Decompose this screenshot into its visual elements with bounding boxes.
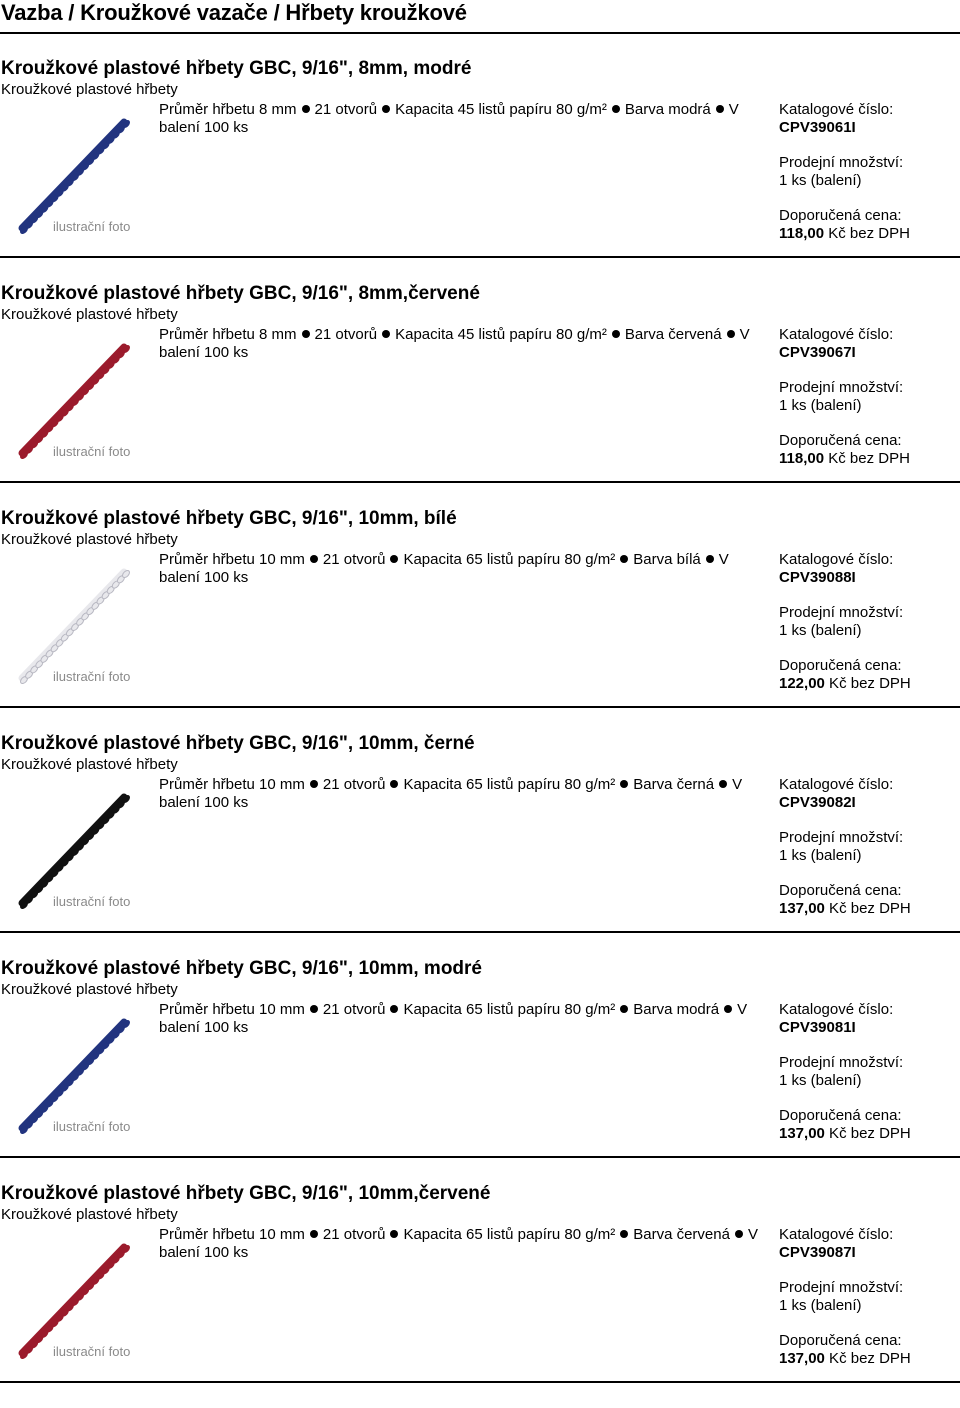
illustration-photo-label: ilustrační foto <box>53 444 131 459</box>
spec-item: Kapacita 65 listů papíru 80 g/m² <box>403 1001 616 1018</box>
price-label: Doporučená cena: <box>779 1107 902 1124</box>
bullet-icon <box>727 330 735 338</box>
product-divider <box>0 706 960 708</box>
product-info <box>779 326 910 468</box>
binding-comb-image[interactable] <box>10 1229 150 1359</box>
spec-item: Průměr hřbetu 8 mm <box>159 101 297 118</box>
quantity-label: Prodejní množství: <box>779 154 904 171</box>
product-item <box>0 508 960 733</box>
quantity-value: 1 ks (balení) <box>779 172 862 189</box>
product-specs <box>159 1226 769 1262</box>
bullet-icon <box>382 105 390 113</box>
spec-item: Průměr hřbetu 10 mm <box>159 776 305 793</box>
binding-comb-image[interactable] <box>10 554 150 684</box>
spec-item: Barva modrá <box>633 1001 720 1018</box>
bullet-icon <box>612 105 620 113</box>
catalog-number-value: CPV39082I <box>779 794 856 811</box>
bullet-icon <box>382 330 390 338</box>
catalog-number-label: Katalogové číslo: <box>779 1226 894 1243</box>
spec-item: 21 otvorů <box>322 1226 386 1243</box>
spec-item: Barva bílá <box>633 551 701 568</box>
bullet-icon <box>390 555 398 563</box>
bullet-icon <box>620 780 628 788</box>
catalog-number-label: Katalogové číslo: <box>779 101 894 118</box>
binding-comb-image[interactable] <box>10 779 150 909</box>
product-info <box>779 551 911 693</box>
price-suffix: Kč bez DPH <box>824 1350 911 1367</box>
spec-item: V balení 100 ks <box>159 776 743 811</box>
illustration-photo-label: ilustrační foto <box>53 1344 131 1359</box>
spec-item: Kapacita 65 listů papíru 80 g/m² <box>403 551 616 568</box>
spec-item: V balení 100 ks <box>159 1226 758 1261</box>
bullet-icon <box>724 1005 732 1013</box>
catalog-number-value: CPV39081I <box>779 1019 856 1036</box>
product-category[interactable]: Kroužkové plastové hřbety <box>1 981 178 998</box>
spec-item: V balení 100 ks <box>159 326 750 361</box>
spec-item: Barva černá <box>633 776 715 793</box>
spec-item: Průměr hřbetu 8 mm <box>159 326 297 343</box>
price-label: Doporučená cena: <box>779 657 902 674</box>
illustration-photo-label: ilustrační foto <box>53 669 131 684</box>
illustration-photo-label: ilustrační foto <box>53 1119 131 1134</box>
product-category[interactable]: Kroužkové plastové hřbety <box>1 81 178 98</box>
spec-item: Barva červená <box>624 326 722 343</box>
product-name[interactable]: Kroužkové plastové hřbety GBC, 9/16", 8mm, modré <box>1 58 472 79</box>
price-suffix: Kč bez DPH <box>824 900 911 917</box>
binding-comb-image[interactable] <box>10 329 150 459</box>
bullet-icon <box>735 1230 743 1238</box>
spec-item: Kapacita 45 listů papíru 80 g/m² <box>395 326 607 343</box>
bullet-icon <box>706 555 714 563</box>
catalog-number-label: Katalogové číslo: <box>779 776 894 793</box>
price-suffix: Kč bez DPH <box>824 675 911 692</box>
product-info <box>779 776 911 918</box>
bullet-icon <box>302 330 310 338</box>
product-specs <box>159 776 769 812</box>
spec-item: Kapacita 45 listů papíru 80 g/m² <box>395 101 607 118</box>
product-info <box>779 1001 911 1143</box>
catalog-number-label: Katalogové číslo: <box>779 326 894 343</box>
spec-item: 21 otvorů <box>314 326 378 343</box>
price-label: Doporučená cena: <box>779 1332 902 1349</box>
price-amount: 137,00 <box>779 900 825 917</box>
price-amount: 118,00 <box>779 225 825 242</box>
product-category[interactable]: Kroužkové plastové hřbety <box>1 531 178 548</box>
product-specs <box>159 1001 769 1037</box>
price-amount: 137,00 <box>779 1350 825 1367</box>
price-suffix: Kč bez DPH <box>824 225 910 242</box>
quantity-value: 1 ks (balení) <box>779 622 862 639</box>
quantity-value: 1 ks (balení) <box>779 397 862 414</box>
product-item <box>0 58 960 283</box>
binding-comb-image[interactable] <box>10 104 150 234</box>
binding-comb-image[interactable] <box>10 1004 150 1134</box>
spec-item: V balení 100 ks <box>159 1001 748 1036</box>
spec-item: Kapacita 65 listů papíru 80 g/m² <box>403 776 616 793</box>
product-info <box>779 1226 911 1368</box>
catalog-number-value: CPV39061I <box>779 119 856 136</box>
bullet-icon <box>310 555 318 563</box>
catalog-number-label: Katalogové číslo: <box>779 551 894 568</box>
spec-item: Průměr hřbetu 10 mm <box>159 551 305 568</box>
bullet-icon <box>390 780 398 788</box>
product-item <box>0 733 960 958</box>
spec-item: Průměr hřbetu 10 mm <box>159 1226 305 1243</box>
product-divider <box>0 481 960 483</box>
page-title: Vazba / Kroužkové vazače / Hřbety kroužkové <box>1 0 467 25</box>
price-label: Doporučená cena: <box>779 882 902 899</box>
catalog-number-label: Katalogové číslo: <box>779 1001 894 1018</box>
spec-item: Průměr hřbetu 10 mm <box>159 1001 305 1018</box>
product-divider <box>0 256 960 258</box>
bullet-icon <box>620 555 628 563</box>
price-amount: 122,00 <box>779 675 825 692</box>
product-item <box>0 1183 960 1408</box>
spec-item: V balení 100 ks <box>159 551 729 586</box>
bullet-icon <box>390 1230 398 1238</box>
product-item <box>0 283 960 508</box>
catalog-number-value: CPV39087I <box>779 1244 856 1261</box>
quantity-label: Prodejní množství: <box>779 1279 904 1296</box>
product-category[interactable]: Kroužkové plastové hřbety <box>1 756 178 773</box>
spec-item: Barva červená <box>633 1226 730 1243</box>
bullet-icon <box>620 1230 628 1238</box>
spec-item: 21 otvorů <box>322 1001 386 1018</box>
illustration-photo-label: ilustrační foto <box>53 219 131 234</box>
product-divider <box>0 1156 960 1158</box>
quantity-value: 1 ks (balení) <box>779 1072 862 1089</box>
illustration-photo-label: ilustrační foto <box>53 894 131 909</box>
bullet-icon <box>310 1230 318 1238</box>
price-suffix: Kč bez DPH <box>824 450 910 467</box>
product-category[interactable]: Kroužkové plastové hřbety <box>1 1206 178 1223</box>
spec-item: 21 otvorů <box>322 551 386 568</box>
product-name[interactable]: Kroužkové plastové hřbety GBC, 9/16", 10mm, bílé <box>1 508 457 529</box>
product-item <box>0 958 960 1183</box>
product-info <box>779 101 910 243</box>
product-name[interactable]: Kroužkové plastové hřbety GBC, 9/16", 10mm,červené <box>1 1183 491 1204</box>
price-value <box>779 1125 911 1143</box>
quantity-label: Prodejní množství: <box>779 1054 904 1071</box>
price-amount: 118,00 <box>779 450 825 467</box>
spec-item: 21 otvorů <box>322 776 386 793</box>
bullet-icon <box>719 780 727 788</box>
price-value <box>779 1350 911 1368</box>
price-suffix: Kč bez DPH <box>824 1125 911 1142</box>
quantity-value: 1 ks (balení) <box>779 1297 862 1314</box>
product-divider <box>0 1381 960 1383</box>
quantity-value: 1 ks (balení) <box>779 847 862 864</box>
product-divider <box>0 931 960 933</box>
product-category[interactable]: Kroužkové plastové hřbety <box>1 306 178 323</box>
spec-item: 21 otvorů <box>314 101 378 118</box>
bullet-icon <box>716 105 724 113</box>
price-value <box>779 225 910 243</box>
bullet-icon <box>310 780 318 788</box>
product-specs <box>159 551 769 587</box>
title-divider <box>0 32 960 34</box>
price-value <box>779 900 911 918</box>
bullet-icon <box>620 1005 628 1013</box>
product-name[interactable]: Kroužkové plastové hřbety GBC, 9/16", 10mm, modré <box>1 958 482 979</box>
spec-item: Barva modrá <box>624 101 711 118</box>
product-specs <box>159 101 769 137</box>
spec-item: V balení 100 ks <box>159 101 739 136</box>
product-name[interactable]: Kroužkové plastové hřbety GBC, 9/16", 10mm, černé <box>1 733 475 754</box>
product-specs <box>159 326 769 362</box>
price-value <box>779 675 911 693</box>
catalog-number-value: CPV39088I <box>779 569 856 586</box>
bullet-icon <box>612 330 620 338</box>
quantity-label: Prodejní množství: <box>779 604 904 621</box>
catalog-number-value: CPV39067I <box>779 344 856 361</box>
bullet-icon <box>390 1005 398 1013</box>
price-amount: 137,00 <box>779 1125 825 1142</box>
bullet-icon <box>310 1005 318 1013</box>
quantity-label: Prodejní množství: <box>779 379 904 396</box>
price-value <box>779 450 910 468</box>
price-label: Doporučená cena: <box>779 207 902 224</box>
product-name[interactable]: Kroužkové plastové hřbety GBC, 9/16", 8mm,červené <box>1 283 480 304</box>
bullet-icon <box>302 105 310 113</box>
price-label: Doporučená cena: <box>779 432 902 449</box>
spec-item: Kapacita 65 listů papíru 80 g/m² <box>403 1226 616 1243</box>
quantity-label: Prodejní množství: <box>779 829 904 846</box>
